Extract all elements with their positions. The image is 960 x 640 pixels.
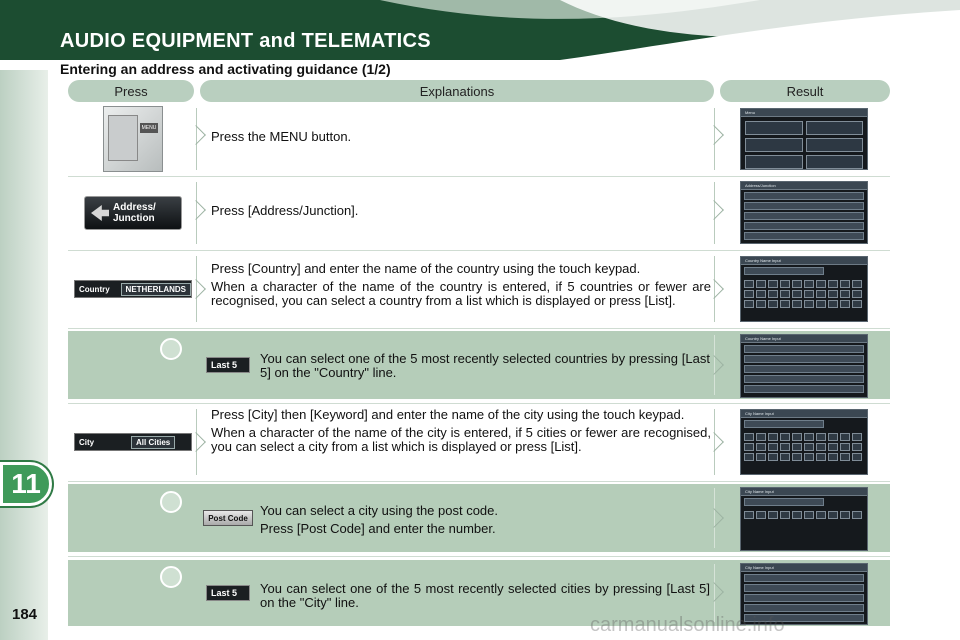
last5-button-image: Last 5 — [206, 357, 250, 373]
result-screenshot-address — [740, 181, 868, 244]
left-rail — [0, 70, 48, 640]
menu-device-image — [103, 106, 163, 172]
tip-bulb-icon — [160, 491, 182, 513]
result-title: Country Name Input — [745, 258, 781, 263]
explanation-text — [211, 262, 711, 312]
explanation-text — [211, 408, 711, 458]
explanation-paragraph: You can select one of the 5 most recently selected countries by pressing [Last 5] on the "Country" line. — [260, 351, 710, 380]
result-screenshot-country-input — [740, 256, 868, 322]
explanation-paragraph: Press [City] then [Keyword] and enter the name of the city using the touch keypad. — [211, 407, 685, 422]
row-divider — [68, 403, 890, 404]
press-cell — [68, 178, 198, 248]
column-header-result: Result — [720, 80, 890, 102]
explanation-paragraph: Press the MENU button. — [211, 129, 352, 144]
watermark: carmanualsonline.info — [590, 614, 785, 636]
explanation-paragraph: You can select one of the 5 most recently selected cities by pressing [Last 5] on the "City" line. — [260, 581, 710, 610]
address-junction-button-image — [84, 196, 182, 230]
explanation-paragraph: You can select a city using the post code. — [260, 503, 499, 518]
result-title: Country Name Input — [745, 336, 781, 341]
result-screenshot-country-list — [740, 334, 868, 398]
press-cell — [68, 104, 198, 174]
page-number: 184 — [12, 606, 38, 623]
city-field-image — [74, 433, 192, 451]
tip-bulb-icon — [160, 566, 182, 588]
chapter-tab: 11 — [0, 462, 52, 506]
field-label: City — [79, 437, 95, 447]
result-title: City Name Input — [745, 489, 774, 494]
row-divider — [68, 328, 890, 329]
tip-bulb-icon — [160, 338, 182, 360]
explanation-text — [211, 204, 711, 222]
explanation-paragraph: Press [Post Code] and enter the number. — [260, 521, 496, 536]
column-header-explanations: Explanations — [200, 80, 714, 102]
menu-button-label: MENU — [141, 125, 157, 131]
result-title: Address/Junction — [745, 183, 776, 188]
result-screenshot-city-input — [740, 409, 868, 475]
explanation-paragraph: Press [Address/Junction]. — [211, 203, 359, 218]
explanation-paragraph: Press [Country] and enter the name of the country using the touch keypad. — [211, 261, 641, 276]
row-divider — [68, 250, 890, 251]
result-screenshot-post-code — [740, 487, 868, 551]
result-screenshot-menu — [740, 108, 868, 170]
field-value: All Cities — [131, 436, 175, 449]
column-header-press: Press — [68, 80, 194, 102]
explanation-text — [211, 130, 711, 148]
explanation-text — [260, 504, 710, 540]
section-title: Entering an address and activating guidance (1/2) — [60, 61, 391, 77]
field-label: Country — [79, 284, 110, 294]
explanation-paragraph: When a character of the name of the country is entered, if 5 countries or fewer are recognised, you can select a country from a list which is displayed or press [List]. — [211, 279, 711, 308]
arrow-sign-icon — [91, 205, 109, 221]
result-title: City Name Input — [745, 565, 774, 570]
explanation-text — [260, 582, 710, 614]
address-junction-label: Address/ Junction — [113, 202, 156, 224]
row-divider — [68, 176, 890, 177]
explanation-paragraph: When a character of the name of the city is entered, if 5 cities or fewer are recognised, you can select a city from a list which is displayed or press [List]. — [211, 425, 711, 454]
result-title: City Name Input — [745, 411, 774, 416]
explanation-text — [260, 352, 710, 384]
press-cell — [68, 252, 198, 326]
country-field-image — [74, 280, 192, 298]
result-title: Menu — [745, 110, 756, 115]
row-divider — [68, 556, 890, 557]
press-cell — [68, 405, 198, 479]
field-value: NETHERLANDS — [121, 283, 191, 296]
row-divider — [68, 481, 890, 482]
post-code-button-image: Post Code — [203, 510, 253, 526]
main-title: AUDIO EQUIPMENT and TELEMATICS — [60, 30, 431, 52]
last5-button-image: Last 5 — [206, 585, 250, 601]
